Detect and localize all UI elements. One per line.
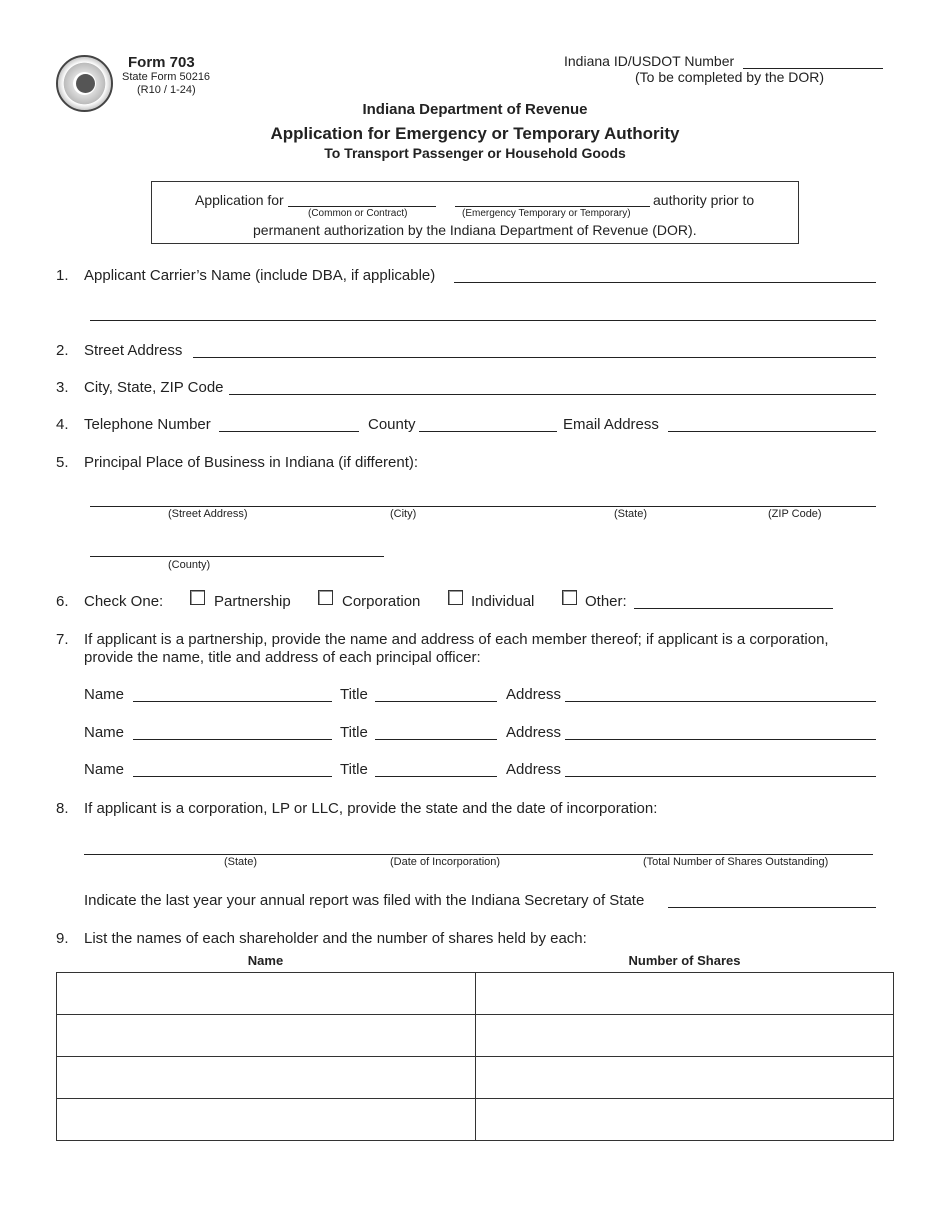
partnership-checkbox[interactable] [190, 590, 205, 605]
principal-place-address-input[interactable] [90, 506, 876, 507]
annual-report-year-input[interactable] [668, 907, 876, 908]
department-name: Indiana Department of Revenue [362, 101, 588, 118]
shareholder-name-header: Name [247, 953, 284, 968]
form-revision: (R10 / 1-24) [137, 84, 196, 96]
emergency-or-temporary-hint: (Emergency Temporary or Temporary) [462, 208, 631, 219]
table-row [57, 1057, 894, 1099]
shareholder-name-cell[interactable] [57, 973, 476, 1015]
shares-count-cell[interactable] [475, 973, 894, 1015]
other-input[interactable] [634, 608, 833, 609]
item-7-number: 7. [56, 631, 69, 648]
member-3-name-input[interactable] [133, 776, 332, 777]
individual-checkbox[interactable] [448, 590, 463, 605]
application-for-label: Application for [195, 192, 284, 208]
telephone-label: Telephone Number [84, 416, 211, 433]
form-number: Form 703 [128, 54, 195, 71]
incorporation-input[interactable] [84, 854, 873, 855]
member-3-title-input[interactable] [375, 776, 497, 777]
street-address-input[interactable] [193, 357, 876, 358]
page-title: Application for Emergency or Temporary Authority [270, 124, 680, 143]
principal-city-hint: (City) [390, 508, 417, 520]
street-address-label: Street Address [84, 342, 183, 359]
principal-street-hint: (Street Address) [168, 508, 248, 520]
item-8-number: 8. [56, 800, 69, 817]
partnership-label: Partnership [214, 593, 291, 610]
principal-county-hint: (County) [168, 559, 211, 571]
number-of-shares-header: Number of Shares [628, 953, 741, 968]
incorporation-label: If applicant is a corporation, LP or LLC, provide the state and the date of incorporation: [84, 800, 658, 817]
item-6-number: 6. [56, 593, 69, 610]
member-1-address-label: Address [506, 686, 562, 703]
email-label: Email Address [563, 416, 659, 433]
member-3-title-label: Title [340, 761, 368, 778]
member-3-name-label: Name [84, 761, 125, 778]
common-or-contract-hint: (Common or Contract) [308, 208, 408, 219]
corporation-checkbox[interactable] [318, 590, 333, 605]
member-2-title-label: Title [340, 724, 368, 741]
member-3-address-input[interactable] [565, 776, 876, 777]
corporation-label: Corporation [342, 593, 421, 610]
item-4-number: 4. [56, 416, 69, 433]
member-1-title-input[interactable] [375, 701, 497, 702]
page-subtitle: To Transport Passenger or Household Goods [324, 145, 626, 161]
telephone-input[interactable] [219, 431, 359, 432]
shares-count-cell[interactable] [475, 1015, 894, 1057]
item-2-number: 2. [56, 342, 69, 359]
carrier-name-input[interactable] [454, 282, 876, 283]
shareholders-table [56, 972, 894, 1141]
member-2-title-input[interactable] [375, 739, 497, 740]
principal-place-label: Principal Place of Business in Indiana (if different): [84, 454, 419, 471]
member-1-title-label: Title [340, 686, 368, 703]
member-2-address-input[interactable] [565, 739, 876, 740]
members-instructions-line-2: provide the name, title and address of each principal officer: [84, 649, 481, 666]
item-3-number: 3. [56, 379, 69, 396]
member-3-address-label: Address [506, 761, 562, 778]
carrier-name-input-line-2[interactable] [90, 320, 876, 321]
state-form-number: State Form 50216 [122, 71, 211, 83]
authority-prior-label: authority prior to [653, 192, 755, 208]
shares-count-cell[interactable] [475, 1099, 894, 1141]
member-1-name-input[interactable] [133, 701, 332, 702]
individual-label: Individual [471, 593, 535, 610]
table-row [57, 973, 894, 1015]
check-one-label: Check One: [84, 593, 164, 610]
member-2-address-label: Address [506, 724, 562, 741]
member-2-name-label: Name [84, 724, 125, 741]
principal-zip-hint: (ZIP Code) [768, 508, 822, 520]
authorization-statement: permanent authorization by the Indiana Department of Revenue (DOR). [253, 222, 697, 238]
other-label: Other: [585, 593, 627, 610]
table-row [57, 1015, 894, 1057]
id-number-label: Indiana ID/USDOT Number [564, 53, 735, 69]
city-state-zip-label: City, State, ZIP Code [84, 379, 224, 396]
item-9-number: 9. [56, 930, 69, 947]
shareholders-label: List the names of each shareholder and the number of shares held by each: [84, 930, 587, 947]
principal-state-hint: (State) [614, 508, 648, 520]
shares-count-cell[interactable] [475, 1057, 894, 1099]
annual-report-label: Indicate the last year your annual report was filed with the Indiana Secretary of State [84, 892, 645, 909]
shareholder-name-cell[interactable] [57, 1099, 476, 1141]
shareholder-name-cell[interactable] [57, 1057, 476, 1099]
carrier-name-label: Applicant Carrier’s Name (include DBA, if applicable) [84, 267, 436, 284]
common-or-contract-input[interactable] [288, 206, 436, 207]
item-5-number: 5. [56, 454, 69, 471]
email-input[interactable] [668, 431, 876, 432]
member-1-name-label: Name [84, 686, 125, 703]
shares-outstanding-hint: (Total Number of Shares Outstanding) [643, 856, 829, 868]
shareholder-name-cell[interactable] [57, 1015, 476, 1057]
county-label: County [368, 416, 416, 433]
incorporation-state-hint: (State) [224, 856, 258, 868]
member-1-address-input[interactable] [565, 701, 876, 702]
table-row [57, 1099, 894, 1141]
other-checkbox[interactable] [562, 590, 577, 605]
emergency-or-temporary-input[interactable] [455, 206, 650, 207]
incorporation-date-hint: (Date of Incorporation) [390, 856, 501, 868]
members-instructions-line-1: If applicant is a partnership, provide the name and address of each member thereof; if applicant is a corporation, [84, 631, 829, 648]
county-input[interactable] [419, 431, 557, 432]
id-number-note: (To be completed by the DOR) [635, 69, 825, 85]
principal-county-input[interactable] [90, 556, 384, 557]
city-state-zip-input[interactable] [229, 394, 876, 395]
item-1-number: 1. [56, 267, 69, 284]
member-2-name-input[interactable] [133, 739, 332, 740]
